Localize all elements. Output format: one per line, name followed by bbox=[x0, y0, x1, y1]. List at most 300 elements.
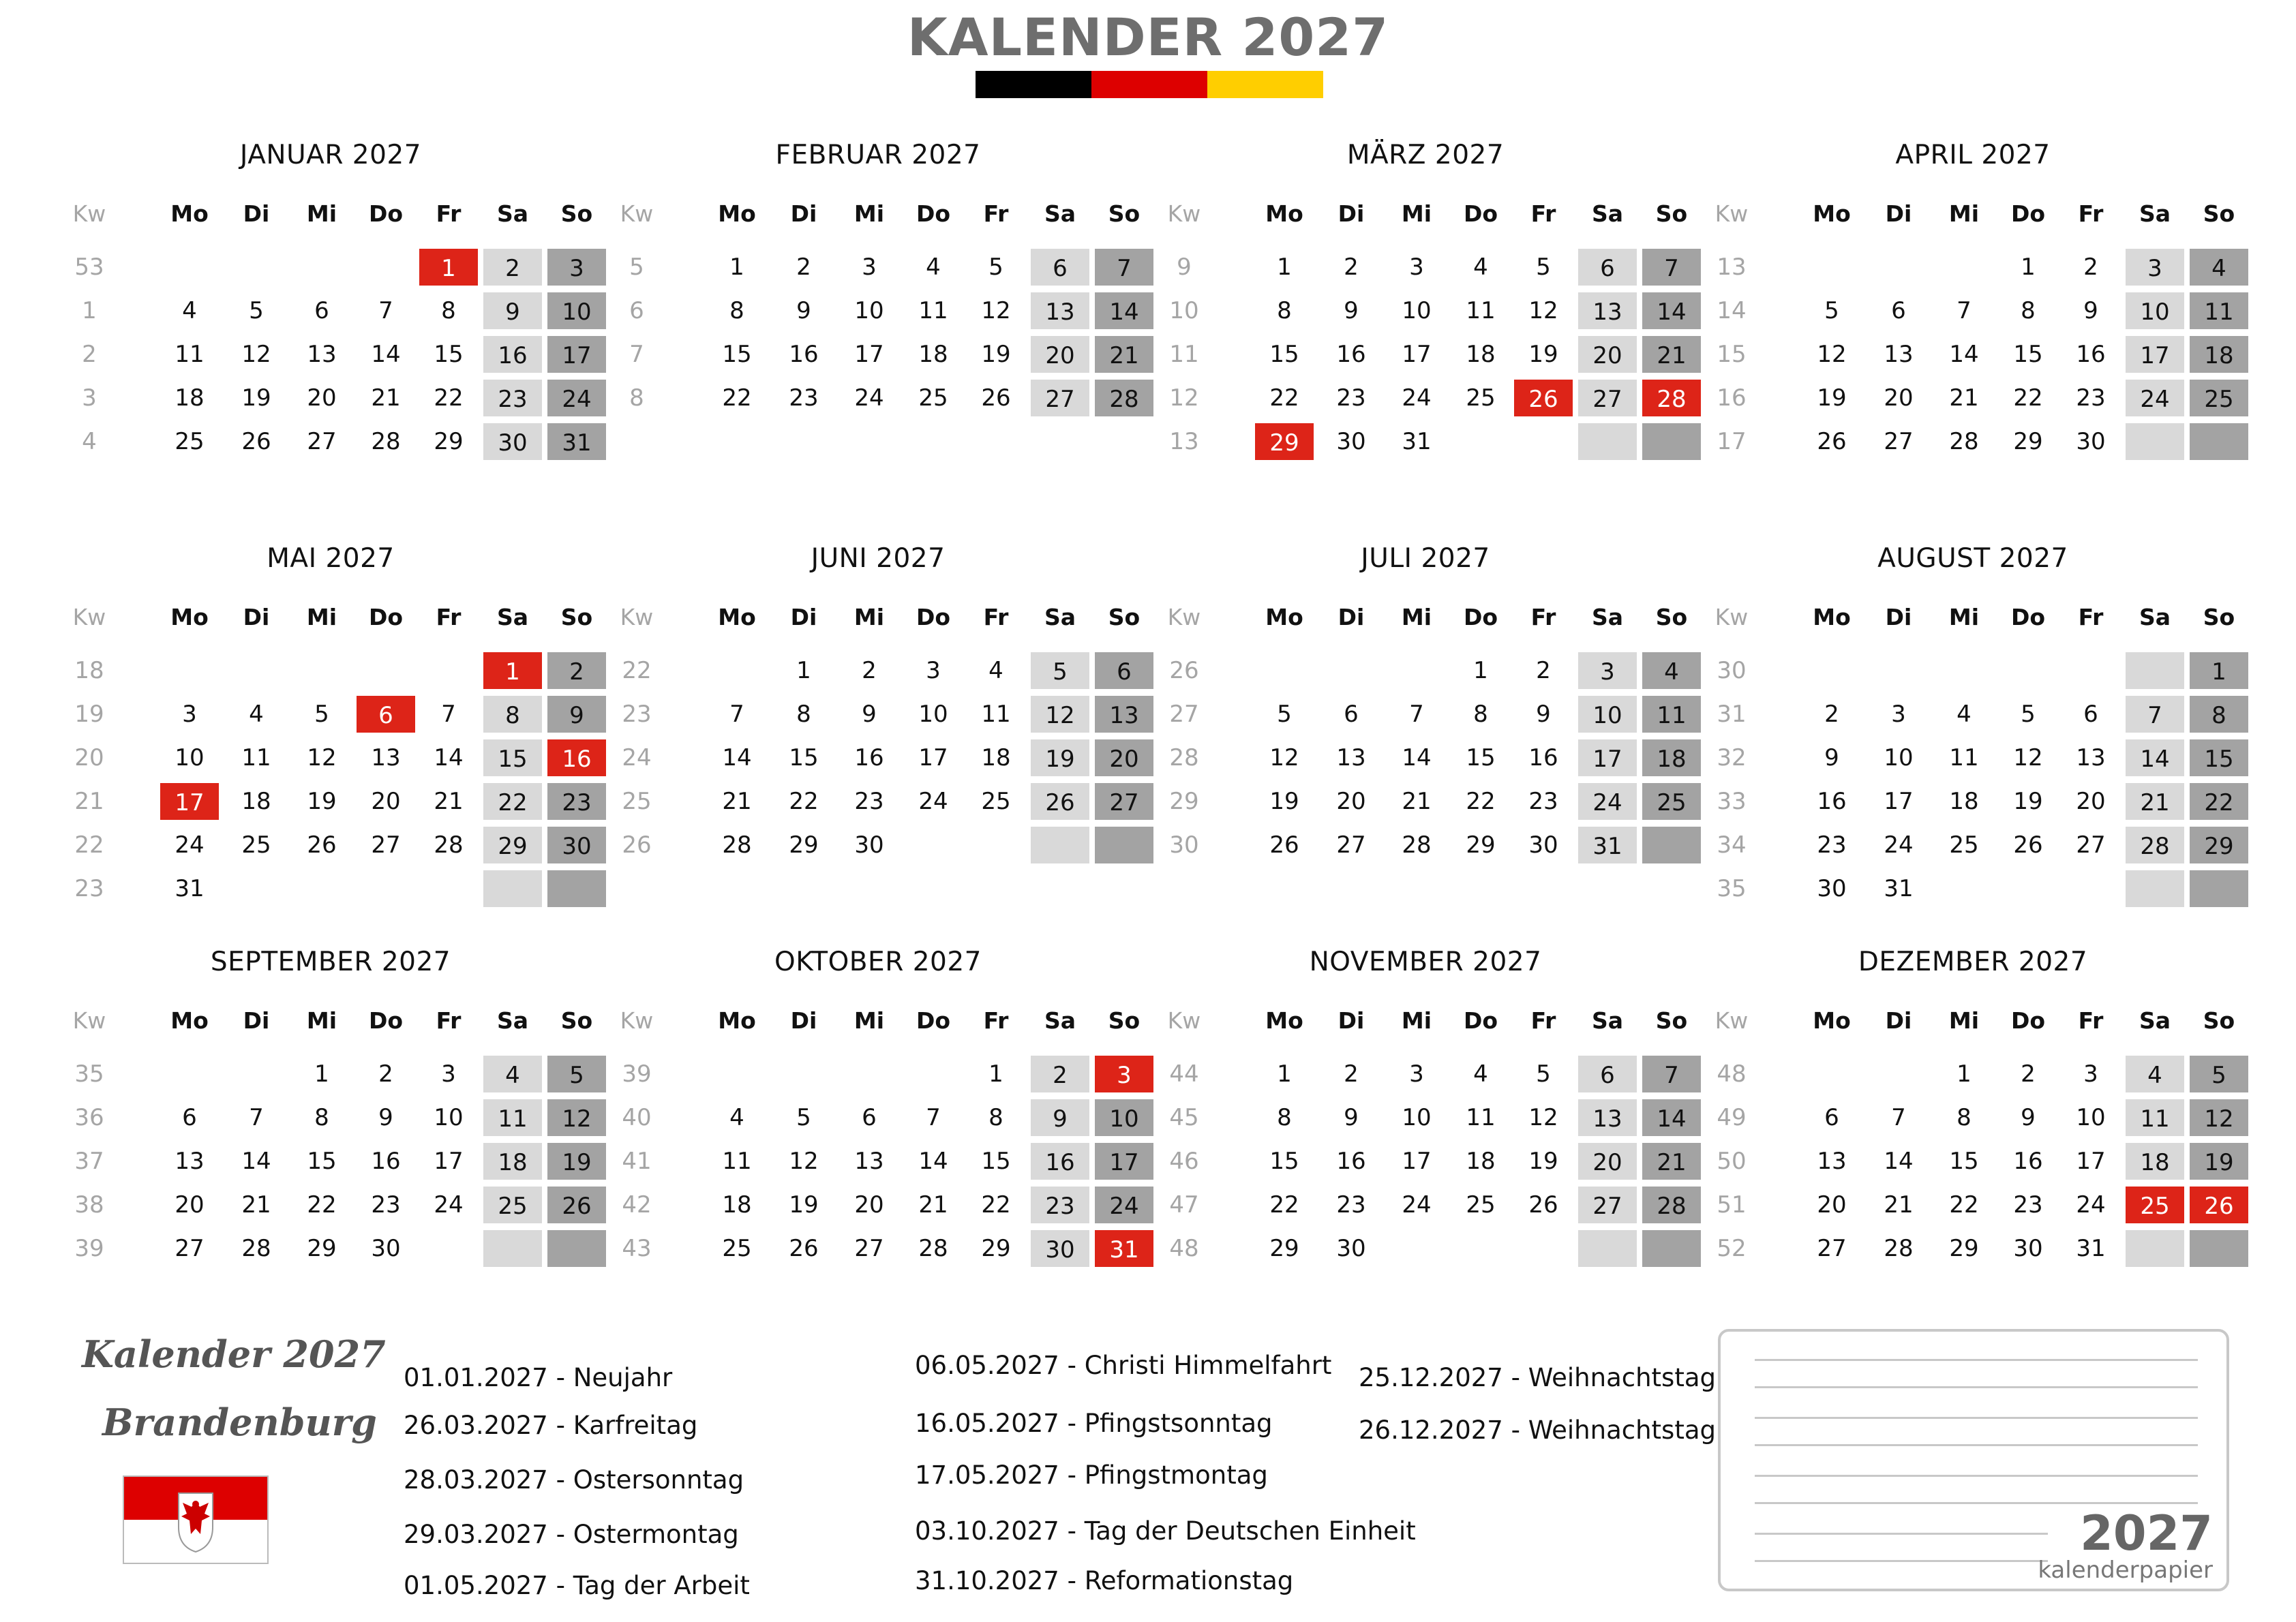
day-cell: 3 bbox=[1409, 1060, 1424, 1088]
day-cell: 11 bbox=[1466, 1104, 1496, 1131]
holiday-day-cell: 29 bbox=[1254, 422, 1315, 461]
day-cell: 21 bbox=[1402, 788, 1432, 815]
month-title: AUGUST 2027 bbox=[1877, 543, 2068, 574]
day-cell: 3 bbox=[1409, 254, 1424, 281]
day-cell: 29 bbox=[981, 1235, 1011, 1262]
day-cell: 25 bbox=[722, 1235, 752, 1262]
day-cell: 18 bbox=[241, 788, 271, 815]
day-cell: 18 bbox=[981, 744, 1011, 771]
weekday-header: Fr bbox=[2078, 1007, 2104, 1034]
week-row bbox=[1163, 247, 1688, 287]
day-cell: 30 bbox=[1528, 831, 1558, 859]
day-cell: 6 bbox=[2083, 701, 2098, 728]
day-cell: 29 bbox=[307, 1235, 337, 1262]
weekday-header: Di bbox=[1885, 200, 1912, 227]
week-number: 31 bbox=[1717, 701, 1747, 728]
day-cell: 8 bbox=[441, 297, 456, 324]
day-cell: 25 bbox=[1466, 384, 1496, 412]
week-number-header: Kw bbox=[620, 604, 654, 630]
brand-subtitle: Brandenburg bbox=[102, 1401, 377, 1444]
weekday-header: Di bbox=[1338, 1007, 1365, 1034]
day-cell: 9 bbox=[2021, 1104, 2036, 1131]
day-cell: 21 bbox=[918, 1191, 948, 1219]
weekday-header: So bbox=[560, 200, 593, 227]
day-cell: 14 bbox=[722, 744, 752, 771]
day-cell: 29 bbox=[1949, 1235, 1979, 1262]
day-cell: 25 bbox=[981, 788, 1011, 815]
day-cell: 6 bbox=[1891, 297, 1906, 324]
week-number: 13 bbox=[1717, 254, 1747, 281]
day-cell: 5 bbox=[1536, 254, 1551, 281]
week-row bbox=[1710, 422, 2235, 461]
weekend-day-cell: 7 bbox=[2124, 694, 2186, 734]
day-cell: 18 bbox=[1466, 1148, 1496, 1175]
week-row bbox=[616, 1098, 1141, 1137]
weekend-day-cell: 26 bbox=[1029, 782, 1091, 821]
holiday-day-cell: 28 bbox=[1641, 378, 1702, 418]
week-row bbox=[1710, 335, 2235, 374]
holiday-entry: 06.05.2027 - Christi Himmelfahrt bbox=[915, 1351, 1332, 1380]
weekend-day-cell: 9 bbox=[482, 291, 543, 331]
day-cell: 8 bbox=[1957, 1104, 1972, 1131]
day-cell: 2 bbox=[378, 1060, 393, 1088]
day-cell: 14 bbox=[1402, 744, 1432, 771]
day-cell: 16 bbox=[2013, 1148, 2043, 1175]
day-cell: 9 bbox=[1344, 1104, 1359, 1131]
weekday-header-row bbox=[1710, 598, 2235, 637]
day-cell: 31 bbox=[2076, 1235, 2106, 1262]
week-row bbox=[1163, 651, 1688, 690]
week-number: 35 bbox=[74, 1060, 104, 1088]
weekday-header: Mi bbox=[1401, 604, 1432, 630]
weekend-day-cell bbox=[1093, 825, 1155, 865]
day-cell: 22 bbox=[1269, 1191, 1299, 1219]
day-cell: 22 bbox=[434, 384, 464, 412]
week-row bbox=[1163, 1054, 1688, 1094]
week-number: 42 bbox=[622, 1191, 652, 1219]
day-cell: 1 bbox=[314, 1060, 329, 1088]
weekday-header-row bbox=[1163, 194, 1688, 234]
day-cell: 27 bbox=[1817, 1235, 1847, 1262]
weekend-day-cell: 21 bbox=[2124, 782, 2186, 821]
weekend-day-cell: 20 bbox=[1577, 1142, 1638, 1181]
day-cell: 10 bbox=[434, 1104, 464, 1131]
day-cell: 2 bbox=[2083, 254, 2098, 281]
day-cell: 10 bbox=[918, 701, 948, 728]
day-cell: 12 bbox=[1817, 341, 1847, 368]
month-title: JUNI 2027 bbox=[811, 543, 946, 574]
weekend-day-cell: 1 bbox=[2188, 651, 2250, 690]
week-number: 14 bbox=[1717, 297, 1747, 324]
week-row bbox=[68, 651, 593, 690]
day-cell: 17 bbox=[1884, 788, 1914, 815]
day-cell: 19 bbox=[1269, 788, 1299, 815]
holiday-entry: 16.05.2027 - Pfingstsonntag bbox=[915, 1409, 1273, 1438]
day-cell: 26 bbox=[1528, 1191, 1558, 1219]
weekend-day-cell: 13 bbox=[1577, 1098, 1638, 1137]
week-number: 48 bbox=[1717, 1060, 1747, 1088]
weekday-header: Fr bbox=[1530, 200, 1556, 227]
week-row bbox=[1163, 378, 1688, 418]
week-row bbox=[68, 1185, 593, 1225]
day-cell: 16 bbox=[1336, 341, 1366, 368]
weekday-header: Do bbox=[916, 200, 951, 227]
week-number-header: Kw bbox=[1715, 604, 1749, 630]
weekday-header-row bbox=[68, 194, 593, 234]
weekday-header: Sa bbox=[496, 604, 529, 630]
day-cell: 17 bbox=[2076, 1148, 2106, 1175]
month-block bbox=[68, 947, 593, 1328]
weekday-header: Do bbox=[368, 200, 404, 227]
day-cell: 7 bbox=[1891, 1104, 1906, 1131]
week-row bbox=[616, 1229, 1141, 1268]
day-cell: 27 bbox=[175, 1235, 205, 1262]
week-row bbox=[68, 335, 593, 374]
week-number: 50 bbox=[1717, 1148, 1747, 1175]
day-cell: 15 bbox=[1269, 341, 1299, 368]
weekend-day-cell: 20 bbox=[1093, 738, 1155, 778]
weekend-day-cell: 20 bbox=[1029, 335, 1091, 374]
day-cell: 9 bbox=[1344, 297, 1359, 324]
weekday-header: Mo bbox=[1265, 604, 1303, 630]
day-cell: 28 bbox=[1884, 1235, 1914, 1262]
weekday-header-row bbox=[1163, 598, 1688, 637]
weekday-header: Mo bbox=[1813, 1007, 1851, 1034]
week-row bbox=[68, 738, 593, 778]
week-number: 12 bbox=[1169, 384, 1199, 412]
holiday-entry: 01.01.2027 - Neujahr bbox=[404, 1363, 673, 1392]
weekend-day-cell bbox=[2124, 651, 2186, 690]
weekend-day-cell: 17 bbox=[2124, 335, 2186, 374]
week-row bbox=[1163, 782, 1688, 821]
week-number: 23 bbox=[74, 875, 104, 902]
day-cell: 19 bbox=[307, 788, 337, 815]
holiday-entry: 28.03.2027 - Ostersonntag bbox=[404, 1465, 744, 1495]
week-row bbox=[616, 1185, 1141, 1225]
day-cell: 13 bbox=[854, 1148, 884, 1175]
weekday-header: Sa bbox=[1044, 1007, 1076, 1034]
weekday-header: Sa bbox=[1044, 604, 1076, 630]
week-row bbox=[616, 738, 1141, 778]
day-cell: 1 bbox=[796, 657, 811, 684]
week-row bbox=[1710, 1142, 2235, 1181]
day-cell: 23 bbox=[1528, 788, 1558, 815]
weekend-day-cell: 4 bbox=[2124, 1054, 2186, 1094]
day-cell: 7 bbox=[1957, 297, 1972, 324]
day-cell: 4 bbox=[249, 701, 264, 728]
weekend-day-cell: 29 bbox=[2188, 825, 2250, 865]
day-cell: 27 bbox=[1884, 428, 1914, 455]
holiday-day-cell: 17 bbox=[159, 782, 220, 821]
week-number: 40 bbox=[622, 1104, 652, 1131]
week-row bbox=[68, 694, 593, 734]
holiday-day-cell: 26 bbox=[2188, 1185, 2250, 1225]
day-cell: 25 bbox=[241, 831, 271, 859]
day-cell: 3 bbox=[926, 657, 941, 684]
week-row bbox=[616, 291, 1141, 331]
day-cell: 3 bbox=[441, 1060, 456, 1088]
weekend-day-cell: 6 bbox=[1093, 651, 1155, 690]
holiday-day-cell: 1 bbox=[482, 651, 543, 690]
weekend-day-cell: 10 bbox=[1093, 1098, 1155, 1137]
day-cell: 17 bbox=[918, 744, 948, 771]
weekend-day-cell: 22 bbox=[482, 782, 543, 821]
day-cell: 28 bbox=[918, 1235, 948, 1262]
day-cell: 5 bbox=[1824, 297, 1839, 324]
day-cell: 5 bbox=[1277, 701, 1292, 728]
week-number: 44 bbox=[1169, 1060, 1199, 1088]
weekend-day-cell: 13 bbox=[1093, 694, 1155, 734]
weekday-header: Do bbox=[1463, 1007, 1498, 1034]
weekday-header-row bbox=[1163, 1001, 1688, 1041]
week-number: 8 bbox=[629, 384, 644, 412]
day-cell: 29 bbox=[789, 831, 819, 859]
week-row bbox=[68, 247, 593, 287]
weekend-day-cell bbox=[1641, 1229, 1702, 1268]
day-cell: 20 bbox=[1817, 1191, 1847, 1219]
day-cell: 5 bbox=[249, 297, 264, 324]
day-cell: 14 bbox=[1949, 341, 1979, 368]
month-title: JULI 2027 bbox=[1361, 543, 1490, 574]
day-cell: 18 bbox=[1466, 341, 1496, 368]
holiday-entry: 26.03.2027 - Karfreitag bbox=[404, 1411, 698, 1440]
weekend-day-cell: 2 bbox=[1029, 1054, 1091, 1094]
weekend-day-cell: 24 bbox=[546, 378, 607, 418]
day-cell: 13 bbox=[1817, 1148, 1847, 1175]
weekend-day-cell: 18 bbox=[2124, 1142, 2186, 1181]
weekend-day-cell bbox=[1577, 422, 1638, 461]
weekend-day-cell: 27 bbox=[1577, 1185, 1638, 1225]
day-cell: 19 bbox=[2013, 788, 2043, 815]
weekend-day-cell: 17 bbox=[546, 335, 607, 374]
day-cell: 28 bbox=[1402, 831, 1432, 859]
month-title: FEBRUAR 2027 bbox=[775, 140, 981, 170]
weekday-header-row bbox=[1710, 1001, 2235, 1041]
month-title: MÄRZ 2027 bbox=[1346, 140, 1505, 170]
weekend-day-cell bbox=[2124, 422, 2186, 461]
day-cell: 19 bbox=[981, 341, 1011, 368]
weekend-day-cell: 10 bbox=[1577, 694, 1638, 734]
week-number: 5 bbox=[629, 254, 644, 281]
weekend-day-cell: 23 bbox=[1029, 1185, 1091, 1225]
day-cell: 7 bbox=[926, 1104, 941, 1131]
week-row bbox=[1163, 1185, 1688, 1225]
note-line bbox=[1755, 1502, 2198, 1504]
weekend-day-cell: 19 bbox=[1029, 738, 1091, 778]
weekend-day-cell: 22 bbox=[2188, 782, 2250, 821]
day-cell: 12 bbox=[241, 341, 271, 368]
day-cell: 7 bbox=[1409, 701, 1424, 728]
weekend-day-cell bbox=[1641, 422, 1702, 461]
weekend-day-cell: 8 bbox=[482, 694, 543, 734]
day-cell: 20 bbox=[175, 1191, 205, 1219]
week-row bbox=[1163, 825, 1688, 865]
weekday-header: Di bbox=[1885, 1007, 1912, 1034]
day-cell: 29 bbox=[434, 428, 464, 455]
week-row bbox=[68, 378, 593, 418]
day-cell: 24 bbox=[2076, 1191, 2106, 1219]
weekday-header: Do bbox=[368, 604, 404, 630]
day-cell: 21 bbox=[434, 788, 464, 815]
day-cell: 7 bbox=[729, 701, 744, 728]
week-row bbox=[1163, 694, 1688, 734]
day-cell: 20 bbox=[1884, 384, 1914, 412]
day-cell: 6 bbox=[862, 1104, 877, 1131]
day-cell: 16 bbox=[1817, 788, 1847, 815]
day-cell: 30 bbox=[1336, 428, 1366, 455]
day-cell: 19 bbox=[789, 1191, 819, 1219]
week-row bbox=[1163, 1229, 1688, 1268]
day-cell: 30 bbox=[1336, 1235, 1366, 1262]
month-block bbox=[1710, 947, 2235, 1328]
weekday-header: Mi bbox=[1401, 1007, 1432, 1034]
weekday-header: Mo bbox=[170, 200, 209, 227]
day-cell: 2 bbox=[1344, 254, 1359, 281]
day-cell: 3 bbox=[1891, 701, 1906, 728]
holiday-entry: 26.12.2027 - Weihnachtstag bbox=[1359, 1416, 1716, 1445]
day-cell: 29 bbox=[1269, 1235, 1299, 1262]
week-number: 37 bbox=[74, 1148, 104, 1175]
weekday-header: Fr bbox=[1530, 1007, 1556, 1034]
week-number-header: Kw bbox=[1167, 200, 1201, 227]
weekend-day-cell: 24 bbox=[1093, 1185, 1155, 1225]
brand-title: Kalender 2027 bbox=[82, 1332, 386, 1376]
day-cell: 8 bbox=[314, 1104, 329, 1131]
week-row bbox=[616, 1142, 1141, 1181]
day-cell: 24 bbox=[175, 831, 205, 859]
day-cell: 8 bbox=[2021, 297, 2036, 324]
weekend-day-cell: 16 bbox=[1029, 1142, 1091, 1181]
weekday-header: Sa bbox=[1591, 1007, 1624, 1034]
day-cell: 28 bbox=[371, 428, 401, 455]
day-cell: 21 bbox=[371, 384, 401, 412]
holiday-entry: 01.05.2027 - Tag der Arbeit bbox=[404, 1571, 750, 1600]
day-cell: 23 bbox=[2013, 1191, 2043, 1219]
week-row bbox=[616, 782, 1141, 821]
week-number: 34 bbox=[1717, 831, 1747, 859]
week-number: 25 bbox=[622, 788, 652, 815]
weekend-day-cell: 3 bbox=[1577, 651, 1638, 690]
day-cell: 26 bbox=[789, 1235, 819, 1262]
week-row bbox=[68, 869, 593, 908]
day-cell: 22 bbox=[789, 788, 819, 815]
weekday-header-row bbox=[68, 1001, 593, 1041]
brandenburg-flag bbox=[123, 1475, 269, 1564]
week-number: 47 bbox=[1169, 1191, 1199, 1219]
day-cell: 2 bbox=[2021, 1060, 2036, 1088]
day-cell: 23 bbox=[1336, 384, 1366, 412]
weekend-day-cell: 11 bbox=[1641, 694, 1702, 734]
week-number: 35 bbox=[1717, 875, 1747, 902]
day-cell: 15 bbox=[789, 744, 819, 771]
month-title: OKTOBER 2027 bbox=[774, 947, 982, 977]
weekday-header: So bbox=[1108, 200, 1141, 227]
week-row bbox=[68, 825, 593, 865]
notes-box[interactable] bbox=[1718, 1329, 2229, 1591]
day-cell: 11 bbox=[981, 701, 1011, 728]
month-block bbox=[1710, 140, 2235, 521]
day-cell: 3 bbox=[2083, 1060, 2098, 1088]
day-cell: 11 bbox=[918, 297, 948, 324]
day-cell: 6 bbox=[1344, 701, 1359, 728]
weekday-header: So bbox=[560, 604, 593, 630]
note-line bbox=[1755, 1475, 2198, 1477]
week-number: 11 bbox=[1169, 341, 1199, 368]
holiday-entry: 29.03.2027 - Ostermontag bbox=[404, 1520, 739, 1549]
weekday-header: Mi bbox=[1948, 200, 1980, 227]
week-number: 20 bbox=[74, 744, 104, 771]
month-block bbox=[616, 947, 1141, 1328]
day-cell: 6 bbox=[1824, 1104, 1839, 1131]
holiday-day-cell: 25 bbox=[2124, 1185, 2186, 1225]
week-number: 45 bbox=[1169, 1104, 1199, 1131]
day-cell: 30 bbox=[854, 831, 884, 859]
day-cell: 22 bbox=[981, 1191, 1011, 1219]
weekday-header: Mo bbox=[1265, 1007, 1303, 1034]
week-number: 23 bbox=[622, 701, 652, 728]
day-cell: 31 bbox=[175, 875, 205, 902]
weekend-day-cell: 25 bbox=[1641, 782, 1702, 821]
weekend-day-cell: 17 bbox=[1093, 1142, 1155, 1181]
weekend-day-cell: 31 bbox=[546, 422, 607, 461]
day-cell: 14 bbox=[434, 744, 464, 771]
day-cell: 13 bbox=[1884, 341, 1914, 368]
note-line bbox=[1755, 1386, 2198, 1388]
week-number: 38 bbox=[74, 1191, 104, 1219]
week-number: 32 bbox=[1717, 744, 1747, 771]
day-cell: 12 bbox=[2013, 744, 2043, 771]
week-row bbox=[1710, 1185, 2235, 1225]
weekend-day-cell: 13 bbox=[1577, 291, 1638, 331]
weekend-day-cell: 4 bbox=[2188, 247, 2250, 287]
weekday-header: Mi bbox=[854, 604, 885, 630]
weekend-day-cell: 11 bbox=[2124, 1098, 2186, 1137]
week-number: 4 bbox=[82, 428, 97, 455]
weekend-day-cell: 28 bbox=[1093, 378, 1155, 418]
week-number: 28 bbox=[1169, 744, 1199, 771]
week-row bbox=[1710, 378, 2235, 418]
weekend-day-cell: 15 bbox=[482, 738, 543, 778]
week-number-header: Kw bbox=[620, 1007, 654, 1034]
week-number: 48 bbox=[1169, 1235, 1199, 1262]
day-cell: 19 bbox=[241, 384, 271, 412]
day-cell: 22 bbox=[2013, 384, 2043, 412]
day-cell: 26 bbox=[241, 428, 271, 455]
week-row bbox=[1710, 247, 2235, 287]
weekend-day-cell bbox=[482, 869, 543, 908]
month-title: APRIL 2027 bbox=[1895, 140, 2051, 170]
weekday-header: Do bbox=[916, 1007, 951, 1034]
week-row bbox=[1710, 738, 2235, 778]
day-cell: 27 bbox=[307, 428, 337, 455]
week-number: 22 bbox=[622, 657, 652, 684]
week-row bbox=[1710, 651, 2235, 690]
day-cell: 4 bbox=[182, 297, 197, 324]
weekday-header: So bbox=[1655, 1007, 1688, 1034]
weekday-header: So bbox=[1655, 200, 1688, 227]
day-cell: 24 bbox=[1402, 384, 1432, 412]
day-cell: 10 bbox=[2076, 1104, 2106, 1131]
day-cell: 31 bbox=[1884, 875, 1914, 902]
day-cell: 10 bbox=[175, 744, 205, 771]
weekend-day-cell: 4 bbox=[1641, 651, 1702, 690]
month-block bbox=[1163, 543, 1688, 925]
day-cell: 5 bbox=[1536, 1060, 1551, 1088]
weekday-header: Di bbox=[790, 1007, 817, 1034]
day-cell: 27 bbox=[854, 1235, 884, 1262]
weekend-day-cell bbox=[2124, 1229, 2186, 1268]
week-number: 1 bbox=[82, 297, 97, 324]
